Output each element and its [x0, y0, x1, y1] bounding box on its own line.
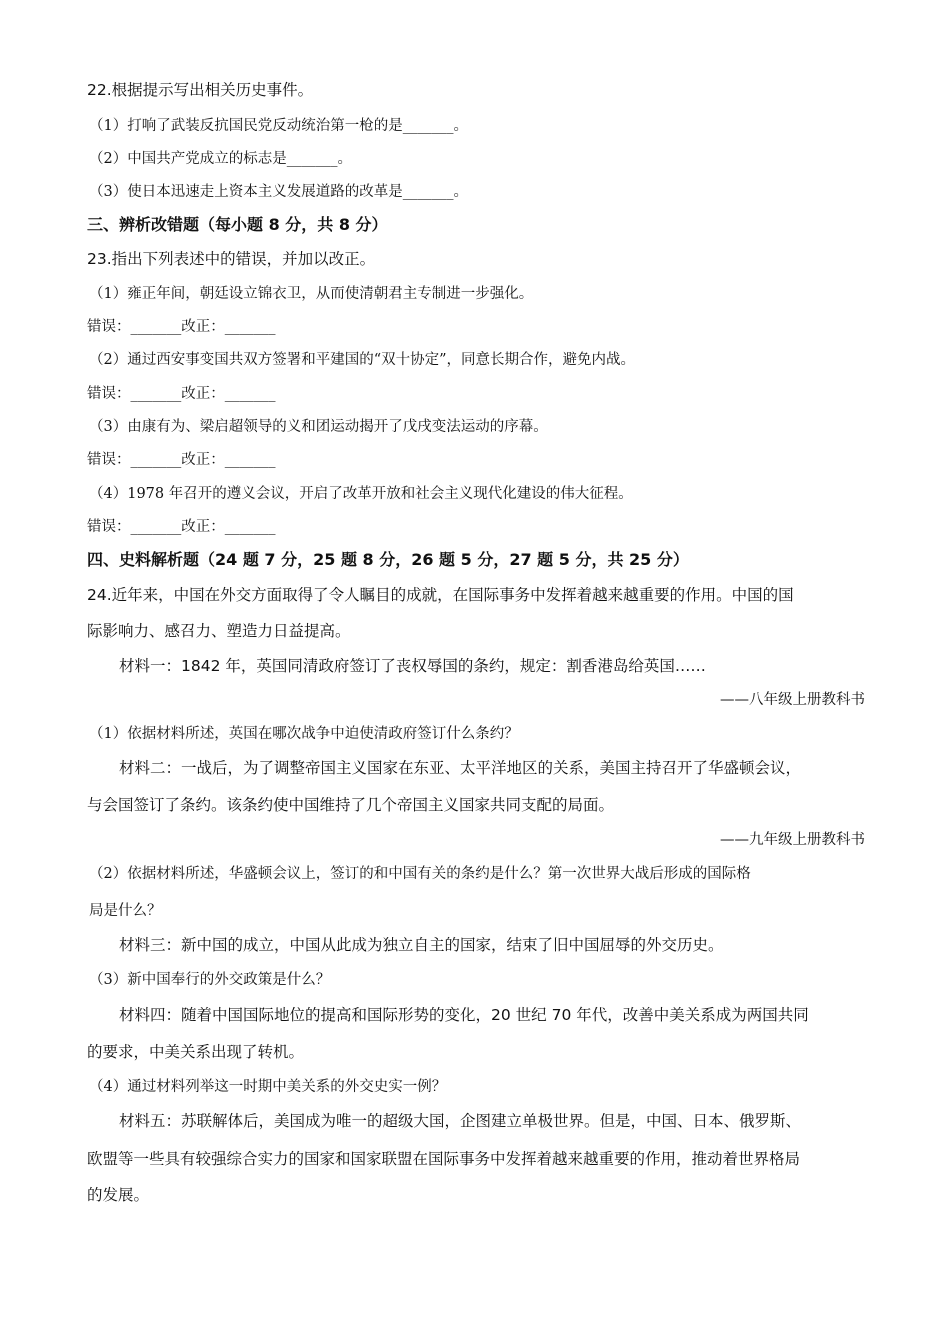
section-3-heading: 三、辨析改错题（每小题 8 分，共 8 分）: [87, 215, 388, 234]
material-1-source: ——八年级上册教科书: [720, 692, 865, 708]
question-24-stem-line-1: 24.近年来，中国在外交方面取得了令人瞩目的成就，在国际事务中发挥着越来越重要的作用。中国的国: [87, 586, 794, 604]
material-2-line-2: 与会国签订了条约。该条约使中国维持了几个帝国主义国家共同支配的局面。: [87, 796, 615, 814]
question-23-item-1: （1）雍正年间，朝廷设立锦衣卫，从而使清朝君主专制进一步强化。: [89, 286, 534, 302]
material-3: 材料三：新中国的成立，中国从此成为独立自主的国家，结束了旧中国屈辱的外交历史。: [119, 936, 724, 954]
material-4-line-1: 材料四：随着中国国际地位的提高和国际形势的变化，20 世纪 70 年代，改善中美关系成为两国共同: [119, 1006, 809, 1024]
material-1: 材料一：1842 年，英国同清政府签订了丧权辱国的条约，规定：割香港岛给英国……: [119, 657, 706, 675]
answer-line-2: 错误：_______改正：_______: [87, 386, 276, 402]
question-24-part-4: （4）通过材料列举这一时期中美关系的外交史实一例？: [89, 1079, 447, 1095]
question-22-item-1: （1）打响了武装反抗国民党反动统治第一枪的是_______。: [89, 118, 468, 134]
material-5-line-3: 的发展。: [87, 1186, 150, 1204]
material-5-line-2: 欧盟等一些具有较强综合实力的国家和国家联盟在国际事务中发挥着越来越重要的作用，推动着世界格局: [87, 1150, 801, 1168]
material-2-line-1: 材料二：一战后，为了调整帝国主义国家在东亚、太平洋地区的关系，美国主持召开了华盛顿会议，: [119, 759, 802, 777]
answer-line-3: 错误：_______改正：_______: [87, 452, 276, 468]
answer-line-1: 错误：_______改正：_______: [87, 319, 276, 335]
question-24-part-1: （1）依据材料所述，英国在哪次战争中迫使清政府签订什么条约？: [89, 726, 519, 742]
section-4-heading: 四、史料解析题（24 题 7 分，25 题 8 分，26 题 5 分，27 题 5 分，共 25 分）: [87, 550, 689, 569]
answer-line-4: 错误：_______改正：_______: [87, 519, 276, 535]
question-22-item-3: （3）使日本迅速走上资本主义发展道路的改革是_______。: [89, 184, 468, 200]
material-2-source: ——九年级上册教科书: [720, 832, 865, 848]
question-23-stem: 23.指出下列表述中的错误，并加以改正。: [87, 250, 376, 268]
question-23-item-4: （4）1978 年召开的遵义会议，开启了改革开放和社会主义现代化建设的伟大征程。: [89, 486, 633, 502]
question-22-item-2: （2）中国共产党成立的标志是_______。: [89, 151, 352, 167]
question-24-part-2-line-1: （2）依据材料所述，华盛顿会议上，签订的和中国有关的条约是什么？第一次世界大战后形成的国际格: [89, 866, 751, 882]
question-22-stem: 22.根据提示写出相关历史事件。: [87, 81, 314, 99]
material-5-line-1: 材料五：苏联解体后，美国成为唯一的超级大国，企图建立单极世界。但是，中国、日本、俄罗斯、: [119, 1112, 802, 1130]
question-24-part-3: （3）新中国奉行的外交政策是什么？: [89, 972, 331, 988]
question-24-part-2-line-2: 局是什么？: [89, 903, 162, 919]
question-24-stem-line-2: 际影响力、感召力、塑造力日益提高。: [87, 622, 351, 640]
question-23-item-2: （2）通过西安事变国共双方签署和平建国的“双十协定”，同意长期合作，避免内战。: [89, 352, 636, 368]
question-23-item-3: （3）由康有为、梁启超领导的义和团运动揭开了戊戌变法运动的序幕。: [89, 419, 548, 435]
material-4-line-2: 的要求，中美关系出现了转机。: [87, 1043, 305, 1061]
